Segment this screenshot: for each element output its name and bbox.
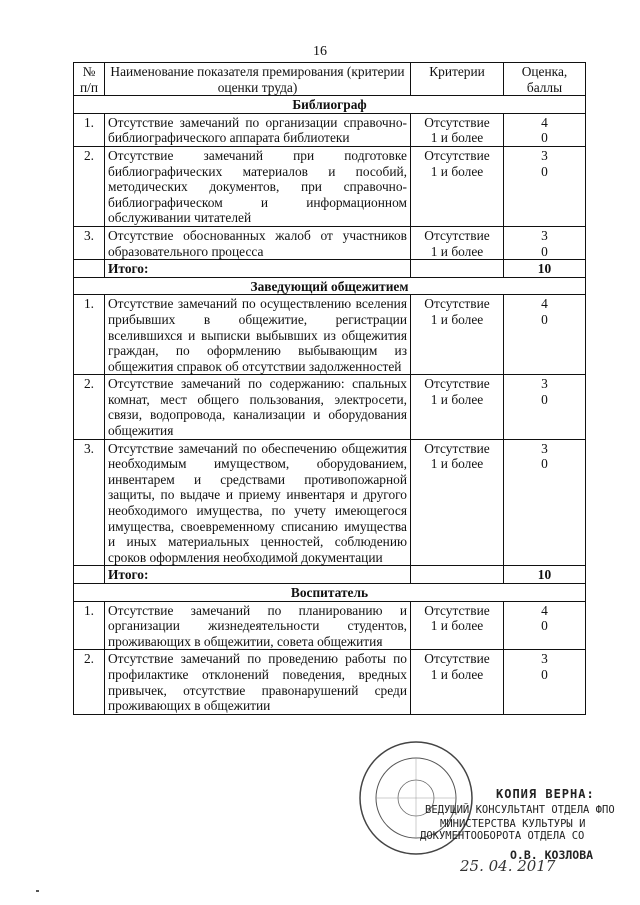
total-row bbox=[74, 260, 586, 278]
table-row bbox=[74, 113, 586, 146]
section-title-row bbox=[74, 96, 586, 114]
cell-name: Отсутствие замечаний по содержанию: спальных комнат, мест общего пользования, электросети, связи, водопровода, канализации и оборудования общежития bbox=[105, 375, 411, 439]
cell-num: 2. bbox=[74, 375, 105, 439]
cell-num: 1. bbox=[74, 295, 105, 375]
cell-criteria: Отсутствие 1 и более bbox=[411, 650, 504, 714]
cell-score: 3 0 bbox=[504, 146, 586, 226]
section-title-row bbox=[74, 277, 586, 295]
total-label: Итого: bbox=[105, 260, 411, 278]
table-row bbox=[74, 439, 586, 566]
cell-criteria: Отсутствие 1 и более bbox=[411, 375, 504, 439]
cell-num: 3. bbox=[74, 439, 105, 566]
table-row bbox=[74, 226, 586, 259]
cell-criteria: Отсутствие 1 и более bbox=[411, 146, 504, 226]
stamp-name: О.В. КОЗЛОВА bbox=[510, 848, 594, 862]
cell-score: 4 0 bbox=[504, 601, 586, 650]
stamp-ministry-line: МИНИСТЕРСТВА КУЛЬТУРЫ И bbox=[440, 818, 586, 830]
signature-date: 25. 04. 2017 bbox=[460, 857, 556, 875]
cell-score: 3 0 bbox=[504, 375, 586, 439]
cell-num: 1. bbox=[74, 601, 105, 650]
cell-name: Отсутствие замечаний по проведению работы по профилактике отклонений поведения, вредных привычек, отсутствие правонарушений среди проживающих в общежитии bbox=[105, 650, 411, 714]
cell-name: Отсутствие обоснованных жалоб от участников образовательного процесса bbox=[105, 226, 411, 259]
cell-criteria: Отсутствие 1 и более bbox=[411, 601, 504, 650]
total-label: Итого: bbox=[105, 566, 411, 584]
table-row bbox=[74, 295, 586, 375]
cell-name: Отсутствие замечаний по планированию и организации жизнедеятельности студентов, проживающих в общежитии, совета общежития bbox=[105, 601, 411, 650]
cell-name: Отсутствие замечаний при подготовке библиографических материалов и пособий, методических документов, при справочно-библиографическом и информационном обслуживании читателей bbox=[105, 146, 411, 226]
total-value: 10 bbox=[504, 566, 586, 584]
cell-num: 1. bbox=[74, 113, 105, 146]
cell-num bbox=[74, 566, 105, 584]
header-name: Наименование показателя премирования (критерии оценки труда) bbox=[105, 63, 411, 96]
section-title: Заведующий общежитием bbox=[74, 277, 586, 295]
header-score: Оценка, баллы bbox=[504, 63, 586, 96]
bonus-criteria-table bbox=[73, 62, 586, 715]
cell-criteria: Отсутствие 1 и более bbox=[411, 439, 504, 566]
stamp-copy-line: КОПИЯ ВЕРНА: bbox=[496, 787, 595, 801]
cell-num: 3. bbox=[74, 226, 105, 259]
table-row bbox=[74, 146, 586, 226]
cell-criteria: Отсутствие 1 и более bbox=[411, 113, 504, 146]
section-title-row bbox=[74, 584, 586, 602]
header-criteria: Критерии bbox=[411, 63, 504, 96]
table-row bbox=[74, 375, 586, 439]
stamp-department-line: ДОКУМЕНТООБОРОТА ОТДЕЛА СО bbox=[420, 830, 585, 842]
cell-score: 3 0 bbox=[504, 226, 586, 259]
cell-num bbox=[74, 260, 105, 278]
table-row bbox=[74, 601, 586, 650]
table-row bbox=[74, 650, 586, 714]
cell-score: 3 0 bbox=[504, 439, 586, 566]
cell-criteria: Отсутствие 1 и более bbox=[411, 295, 504, 375]
total-row bbox=[74, 566, 586, 584]
section-title: Воспитатель bbox=[74, 584, 586, 602]
header-num: № п/п bbox=[74, 63, 105, 96]
cell-num: 2. bbox=[74, 650, 105, 714]
scan-dot bbox=[36, 890, 39, 892]
cell-criteria bbox=[411, 566, 504, 584]
cell-name: Отсутствие замечаний по организации справочно-библиографического аппарата библиотеки bbox=[105, 113, 411, 146]
cell-name: Отсутствие замечаний по обеспечению общежития необходимым имуществом, оборудованием, инвентарем и средствами противопожарной защиты, по выдаче и приему инвентаря и другого необходимого имущества, по учету имеющегося имущества, своевременному списанию имущества и иных материальных ценностей, соблюдению сроков оформления необходимой документации bbox=[105, 439, 411, 566]
cell-score: 3 0 bbox=[504, 650, 586, 714]
table-body bbox=[74, 96, 586, 715]
cell-num: 2. bbox=[74, 146, 105, 226]
table-header-row bbox=[74, 63, 586, 96]
cell-score: 4 0 bbox=[504, 295, 586, 375]
cell-criteria: Отсутствие 1 и более bbox=[411, 226, 504, 259]
section-title: Библиограф bbox=[74, 96, 586, 114]
cell-criteria bbox=[411, 260, 504, 278]
cell-score: 4 0 bbox=[504, 113, 586, 146]
total-value: 10 bbox=[504, 260, 586, 278]
page-number: 16 bbox=[313, 44, 327, 59]
stamp-position-line: ВЕДУЩИЙ КОНСУЛЬТАНТ ОТДЕЛА ФПО bbox=[425, 804, 615, 816]
cell-name: Отсутствие замечаний по осуществлению вселения прибывших в общежитие, регистрации вселившихся и выписки выбывших из общежития граждан, по оформлению выбывающим из общежития справок об отсутствии задолженностей bbox=[105, 295, 411, 375]
